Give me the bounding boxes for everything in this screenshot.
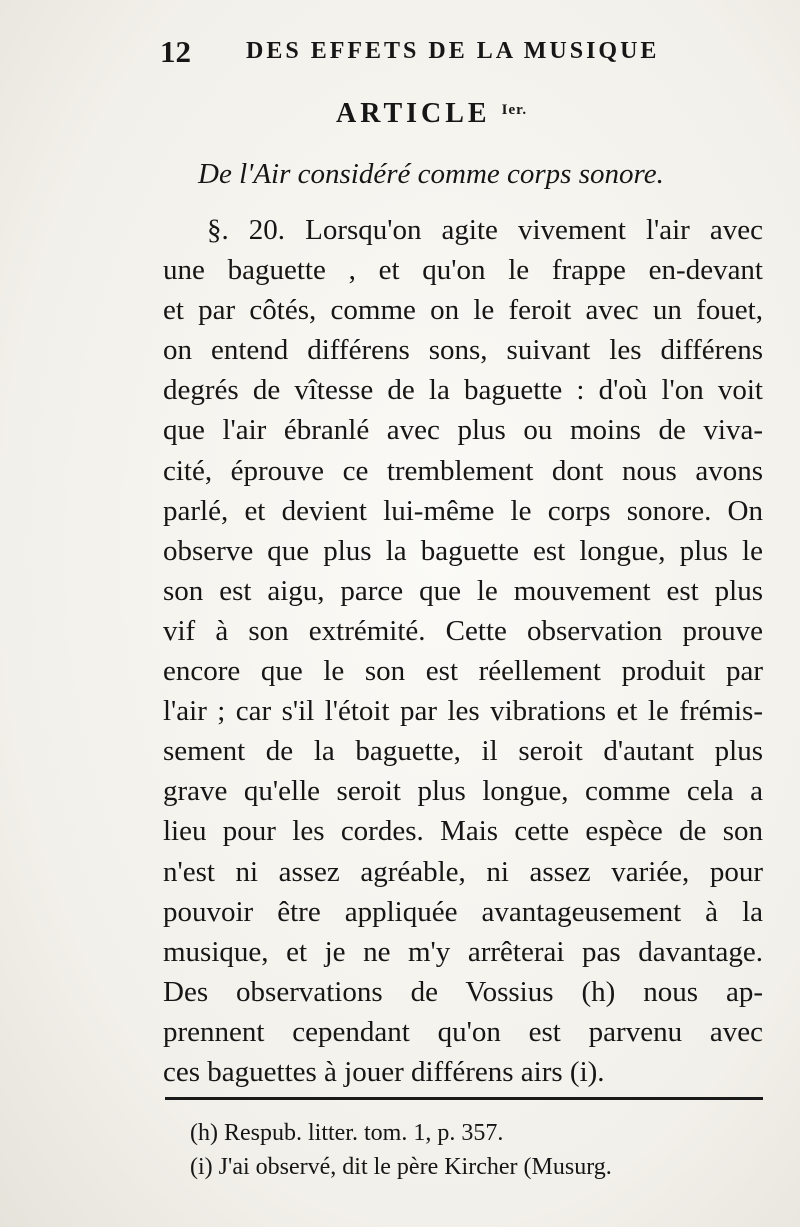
article-label: ARTICLE [336,98,491,129]
text-line: son est aigu, parce que le mouvement est plus [163,574,763,607]
article-heading [336,98,527,130]
text-line: encore que le son est réellement produit par [163,655,763,688]
text-line: vif à son extrémité. Cette observation prouve [163,614,763,647]
text-line: musique, et je ne m'y arrêterai pas davantage. [163,935,763,968]
article-number: Ier. [501,102,528,118]
page-number: 12 [160,34,191,69]
text-line: degrés de vîtesse de la baguette : d'où l'on voit [163,374,763,407]
text-line: parlé, et devient lui-même le corps sonore. On [163,494,763,527]
running-head: DES EFFETS DE LA MUSIQUE [246,38,660,64]
text-line: §. 20. Lorsqu'on agite vivement l'air avec [207,214,763,246]
text-line: cité, éprouve ce tremblement dont nous avons [163,454,763,487]
text-line: lieu pour les cordes. Mais cette espèce de son [163,815,763,848]
footnote-i: (i) J'ai observé, dit le père Kircher (Musurg. [190,1154,612,1180]
footnote-h: (h) Respub. litter. tom. 1, p. 357. [190,1120,504,1146]
text-line: l'air ; car s'il l'étoit par les vibrations et le frémis- [163,695,763,728]
text-line: sement de la baguette, il seroit d'autant plus [163,735,763,768]
text-line: Des observations de Vossius (h) nous ap- [163,975,763,1008]
text-line: on entend différens sons, suivant les différens [163,334,763,367]
section-title: De l'Air considéré comme corps sonore. [198,158,664,190]
text-line: que l'air ébranlé avec plus ou moins de viva- [163,414,763,447]
text-line: observe que plus la baguette est longue, plus le [163,534,763,567]
text-line: n'est ni assez agréable, ni assez variée, pour [163,855,763,888]
text-line: et par côtés, comme on le feroit avec un fouet, [163,294,763,327]
text-line: prennent cependant qu'on est parvenu avec [163,1015,763,1048]
text-line: grave qu'elle seroit plus longue, comme cela a [163,775,763,808]
text-line: ces baguettes à jouer différens airs (i). [163,1055,605,1088]
text-line: pouvoir être appliquée avantageusement à la [163,895,763,928]
footnotes [190,1116,765,1184]
body-paragraph [163,210,763,1092]
footnote-rule [165,1097,763,1100]
text-line: une baguette , et qu'on le frappe en-devant [163,254,763,287]
page-header [160,34,760,74]
